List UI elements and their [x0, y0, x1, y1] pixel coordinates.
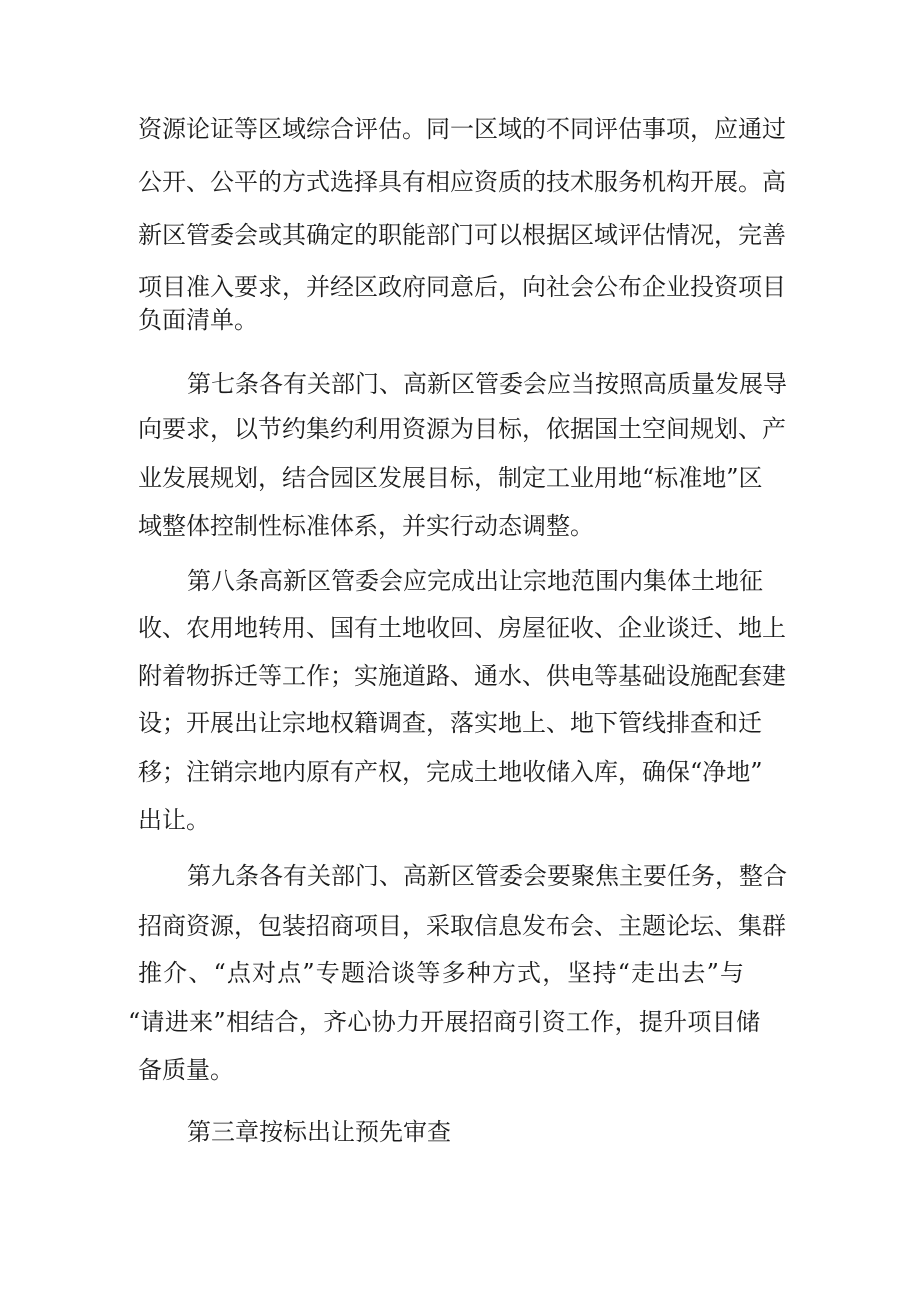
text-line: [0, 953, 920, 993]
line-text: “请进来”相结合，齐心协力开展招商引资工作，提升项目储: [128, 1008, 760, 1036]
line-text: 负面清单。: [138, 306, 258, 334]
text-line: [0, 1112, 920, 1152]
line-text: 移；注销宗地内原有产权，完成土地收储入库，确保“净地”: [138, 758, 763, 786]
line-text: 向要求，以节约集约利用资源为目标，依据国土空间规划、产: [138, 415, 786, 443]
text-line: [0, 1050, 920, 1090]
line-text: 推介、“点对点”专题洽谈等多种方式，坚持“走出去”与: [138, 959, 744, 987]
text-line: [0, 703, 920, 743]
line-text: 出让。: [138, 806, 210, 834]
text-line: [0, 109, 920, 149]
text-line: [0, 608, 920, 648]
line-text: 新区管委会或其确定的职能部门可以根据区域评估情况，完善: [138, 221, 786, 249]
text-line: [0, 364, 920, 404]
line-text: 域整体控制性标准体系，并实行动态调整。: [138, 512, 594, 540]
text-line: [0, 458, 920, 498]
line-text: 第七条各有关部门、高新区管委会应当按照高质量发展导: [187, 370, 787, 398]
line-text: 第九条各有关部门、高新区管委会要聚焦主要任务，整合: [187, 862, 787, 890]
text-line: [0, 300, 920, 340]
line-text: 收、农用地转用、国有土地收回、房屋征收、企业谈迁、地上: [138, 614, 786, 642]
line-text: 公开、公平的方式选择具有相应资质的技术服务机构开展。高: [138, 168, 786, 196]
text-line: [0, 162, 920, 202]
text-line: [0, 561, 920, 601]
text-line: [0, 800, 920, 840]
line-text: 项目准入要求，并经区政府同意后，向社会公布企业投资项目: [138, 273, 786, 301]
text-line: [0, 752, 920, 792]
line-text: 招商资源，包装招商项目，采取信息发布会、主题论坛、集群: [138, 912, 786, 940]
line-text: 资源论证等区域综合评估。同一区域的不同评估事项，应通过: [138, 115, 786, 143]
text-line: [0, 856, 920, 896]
line-text: 附着物拆迁等工作；实施道路、通水、供电等基础设施配套建: [138, 662, 786, 690]
text-line: [0, 506, 920, 546]
text-line: [0, 215, 920, 255]
text-line: [0, 906, 920, 946]
text-line: [0, 656, 920, 696]
line-text: 备质量。: [138, 1056, 234, 1084]
chapter-title: 第三章按标出让预先审查: [187, 1118, 451, 1146]
line-text: 业发展规划，结合园区发展目标，制定工业用地“标准地”区: [138, 464, 763, 492]
line-text: 第八条高新区管委会应完成出让宗地范围内集体土地征: [187, 567, 763, 595]
text-line: [0, 409, 920, 449]
line-text: 设；开展出让宗地权籍调查，落实地上、地下管线排查和迁: [138, 709, 762, 737]
text-line: [0, 1002, 920, 1042]
